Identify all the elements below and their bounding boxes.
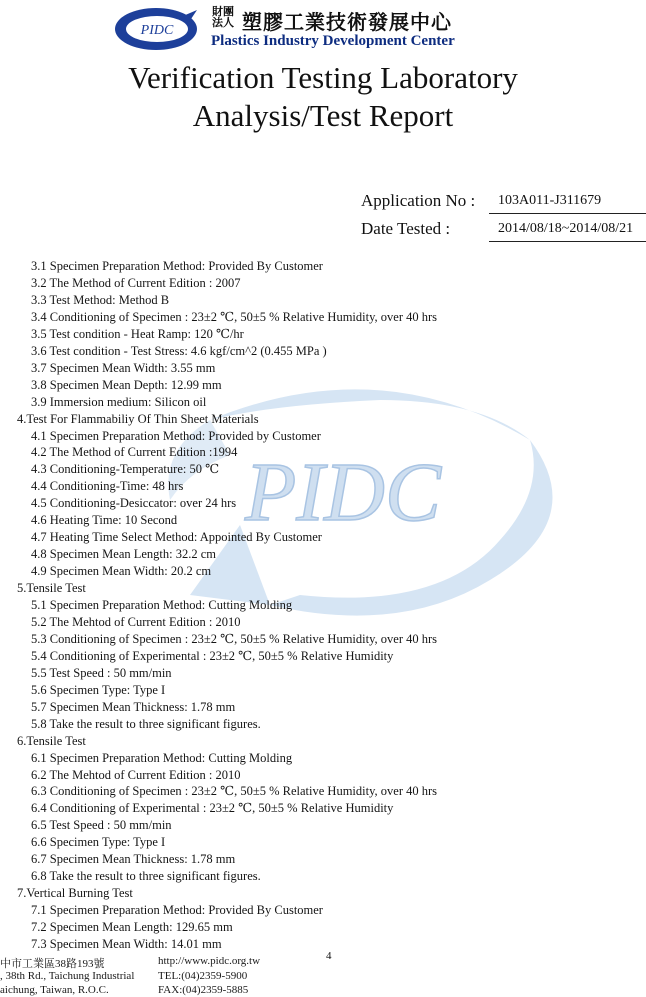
report-line: 3.4 Conditioning of Specimen : 23±2 ℃, 50±5 % Relative Humidity, over 40 hrs: [31, 309, 438, 324]
report-line: 3.8 Specimen Mean Depth: 12.99 mm: [31, 377, 222, 392]
report-line: 3.6 Test condition - Test Stress: 4.6 kgf/cm^2 (0.455 MPa ): [31, 343, 327, 358]
application-no-underline: [489, 213, 646, 214]
report-line: 6.7 Specimen Mean Thickness: 1.78 mm: [31, 852, 236, 867]
application-no-value: 103A011-J311679: [498, 193, 602, 208]
watermark-text: PIDC: [245, 446, 441, 539]
report-line: 3.7 Specimen Mean Width: 3.55 mm: [31, 360, 216, 375]
report-line: 3.9 Immersion medium: Silicon oil: [31, 394, 207, 409]
report-line: 4.2 The Method of Current Edition :1994: [31, 445, 238, 460]
org-name-zh: [212, 6, 452, 35]
report-line: 6.2 The Mehtod of Current Edition : 2010: [31, 767, 241, 782]
report-line: 4.6 Heating Time: 10 Second: [31, 513, 178, 528]
report-line: 7.1 Specimen Preparation Method: Provided By Customer: [31, 903, 323, 918]
report-line: 6.8 Take the result to three significant figures.: [31, 869, 261, 884]
application-no-label: Application No :: [361, 191, 476, 210]
report-line: 4.3 Conditioning-Temperature: 50 ℃: [31, 462, 220, 477]
report-line: 6.5 Test Speed : 50 mm/min: [31, 818, 172, 833]
report-line: 3.5 Test condition - Heat Ramp: 120 ℃/hr: [31, 326, 244, 341]
date-tested-underline: [489, 241, 646, 242]
report-line: 5.3 Conditioning of Specimen : 23±2 ℃, 50±5 % Relative Humidity, over 40 hrs: [31, 631, 438, 646]
report-line: 3.2 The Method of Current Edition : 2007: [31, 275, 241, 290]
report-line: 6.4 Conditioning of Experimental : 23±2 ℃, 50±5 % Relative Humidity: [31, 801, 394, 816]
logo-text: PIDC: [140, 23, 174, 38]
section-heading: 6.Tensile Test: [17, 733, 86, 748]
report-line: 7.2 Specimen Mean Length: 129.65 mm: [31, 920, 233, 934]
section-heading: 4.Test For Flammabiliy Of Thin Sheet Materials: [17, 411, 259, 426]
report-line: 4.7 Heating Time Select Method: Appointed By Customer: [31, 530, 322, 545]
report-line: 6.1 Specimen Preparation Method: Cutting Molding: [31, 750, 293, 765]
report-line: 6.3 Conditioning of Specimen : 23±2 ℃, 50±5 % Relative Humidity, over 40 hrs: [31, 784, 438, 799]
org-prefix-bottom: 法人: [212, 16, 234, 29]
report-line: 5.6 Specimen Type: Type I: [31, 682, 166, 697]
report-line: 4.8 Specimen Mean Length: 32.2 cm: [31, 547, 217, 562]
footer-tel: TEL:(04)2359-5900: [158, 970, 248, 982]
report-line: 3.1 Specimen Preparation Method: Provided By Customer: [31, 259, 323, 273]
section-heading: 7.Vertical Burning Test: [17, 886, 133, 901]
footer-website-link[interactable]: http://www.pidc.org.tw: [158, 955, 261, 967]
report-line: 5.5 Test Speed : 50 mm/min: [31, 665, 172, 680]
org-prefix-top: 財團: [212, 5, 234, 18]
footer-address-en-1: , 38th Rd., Taichung Industrial: [0, 970, 135, 982]
footer-fax: FAX:(04)2359-5885: [158, 984, 249, 996]
org-name-en: Plastics Industry Development Center: [211, 33, 455, 49]
report-line: 3.3 Test Method: Method B: [31, 292, 170, 307]
report-line: 5.7 Specimen Mean Thickness: 1.78 mm: [31, 699, 236, 714]
report-line: 7.3 Specimen Mean Width: 14.01 mm: [31, 937, 222, 951]
report-title-line1: Verification Testing Laboratory: [128, 60, 518, 95]
date-tested-value: 2014/08/18~2014/08/21: [498, 221, 634, 236]
report-line: 4.4 Conditioning-Time: 48 hrs: [31, 479, 184, 494]
report-title-line2: Analysis/Test Report: [192, 98, 454, 133]
section-heading: 5.Tensile Test: [17, 581, 86, 595]
report-line: 4.1 Specimen Preparation Method: Provided by Customer: [31, 428, 321, 443]
report-line: 5.4 Conditioning of Experimental : 23±2 ℃, 50±5 % Relative Humidity: [31, 648, 394, 663]
footer-address-zh: 中市工業區38路193號: [0, 958, 105, 970]
report-line: 4.5 Conditioning-Desiccator: over 24 hrs: [31, 496, 237, 511]
report-line: 6.6 Specimen Type: Type I: [31, 835, 166, 850]
date-tested-label: Date Tested :: [361, 219, 451, 238]
pidc-logo: [113, 6, 199, 52]
org-name-zh-text: 塑膠工業技術發展中心: [241, 10, 452, 34]
report-line: 5.1 Specimen Preparation Method: Cutting Molding: [31, 598, 293, 612]
report-line: 4.9 Specimen Mean Width: 20.2 cm: [31, 564, 212, 579]
page-number: 4: [326, 950, 332, 962]
report-line: 5.8 Take the result to three significant figures.: [31, 716, 261, 731]
footer-address-en-2: aichung, Taiwan, R.O.C.: [0, 984, 109, 996]
report-line: 5.2 The Mehtod of Current Edition : 2010: [31, 615, 241, 629]
org-prefix: [212, 6, 234, 28]
